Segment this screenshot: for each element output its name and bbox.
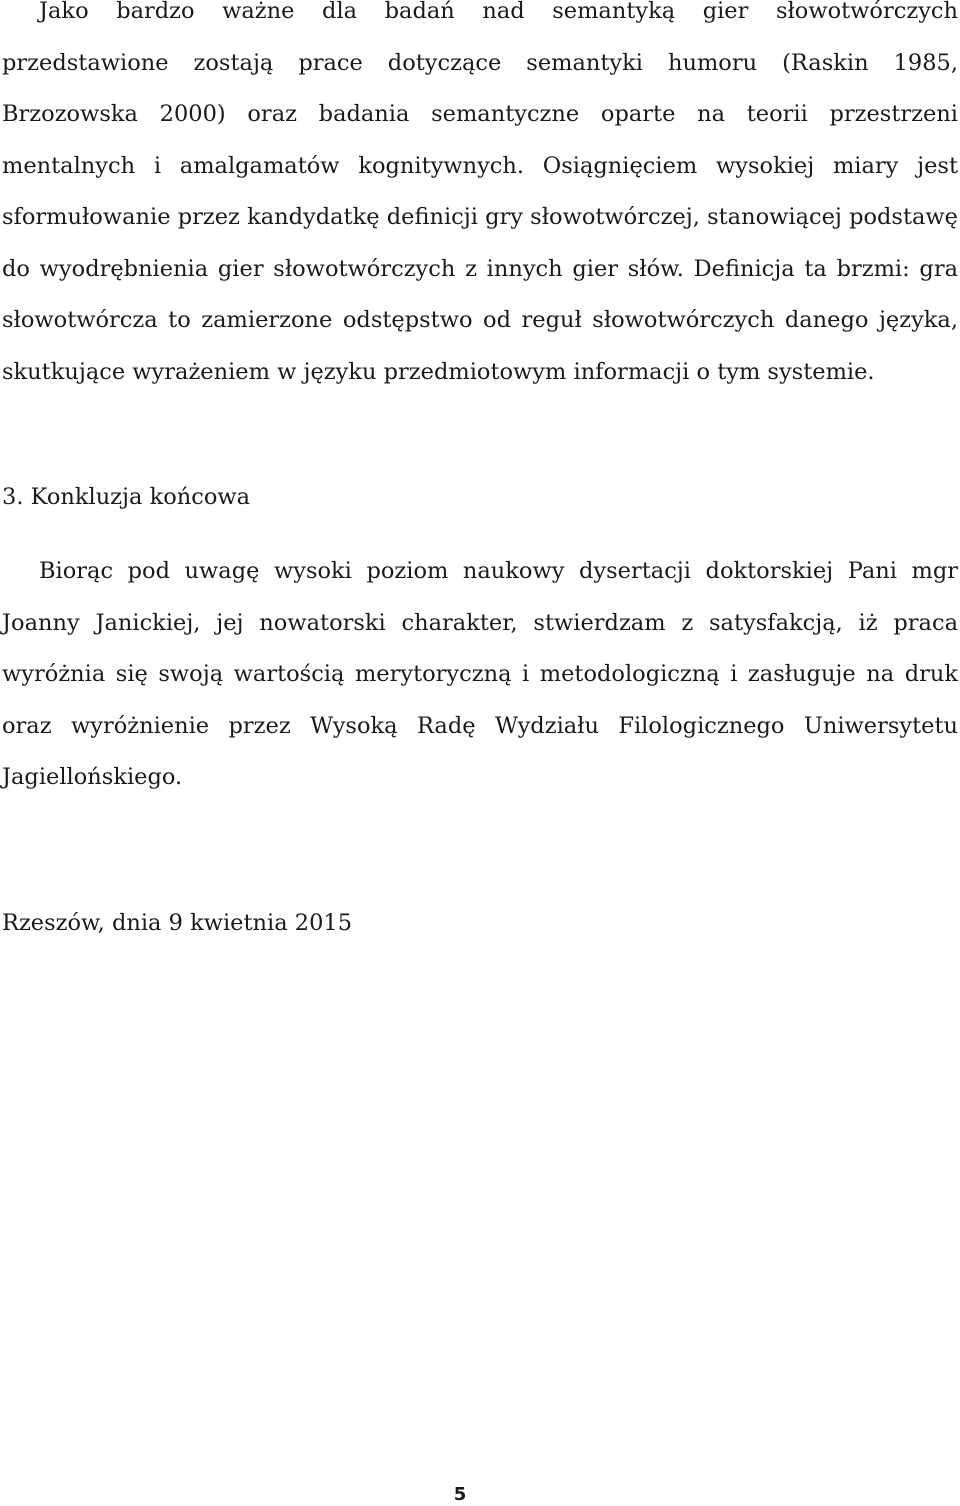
place-and-date: Rzeszów, dnia 9 kwietnia 2015 <box>2 910 353 936</box>
paragraph-word-formation-games: Jako bardzo ważne dla badań nad semantyką gier słowotwórczych przedstawione zostają prace dotyczące semantyki humoru (Raskin 1985, Brzozowska 2000) oraz badania semantyczne oparte na teorii przestrzeni mentalnych i amalgamatów kognitywnych. Osiągnięciem wysokiej miary jest sformułowanie przez kandydatkę definicji gry słowotwórczej, stanowiącej podstawę do wyodrębnienia gier słowotwórczych z innych gier słów. Definicja ta brzmi: gra słowotwórcza to zamierzone odstępstwo od reguł słowotwórczych danego języka, skutkujące wyrażeniem w języku przedmiotowym informacji o tym systemie. <box>2 0 958 385</box>
page-number: 5 <box>453 1484 467 1505</box>
section-heading-conclusion: 3. Konkluzja końcowa <box>2 484 251 510</box>
paragraph-final-conclusion: Biorąc pod uwagę wysoki poziom naukowy dysertacji doktorskiej Pani mgr Joanny Janickiej, jej nowatorski charakter, stwierdzam z satysfakcją, iż praca wyróżnia się swoją wartością merytoryczną i metodologiczną i zasługuje na druk oraz wyróżnienie przez Wysoką Radę Wydziału Filologicznego Uniwersytetu Jagiellońskiego. <box>2 558 958 790</box>
